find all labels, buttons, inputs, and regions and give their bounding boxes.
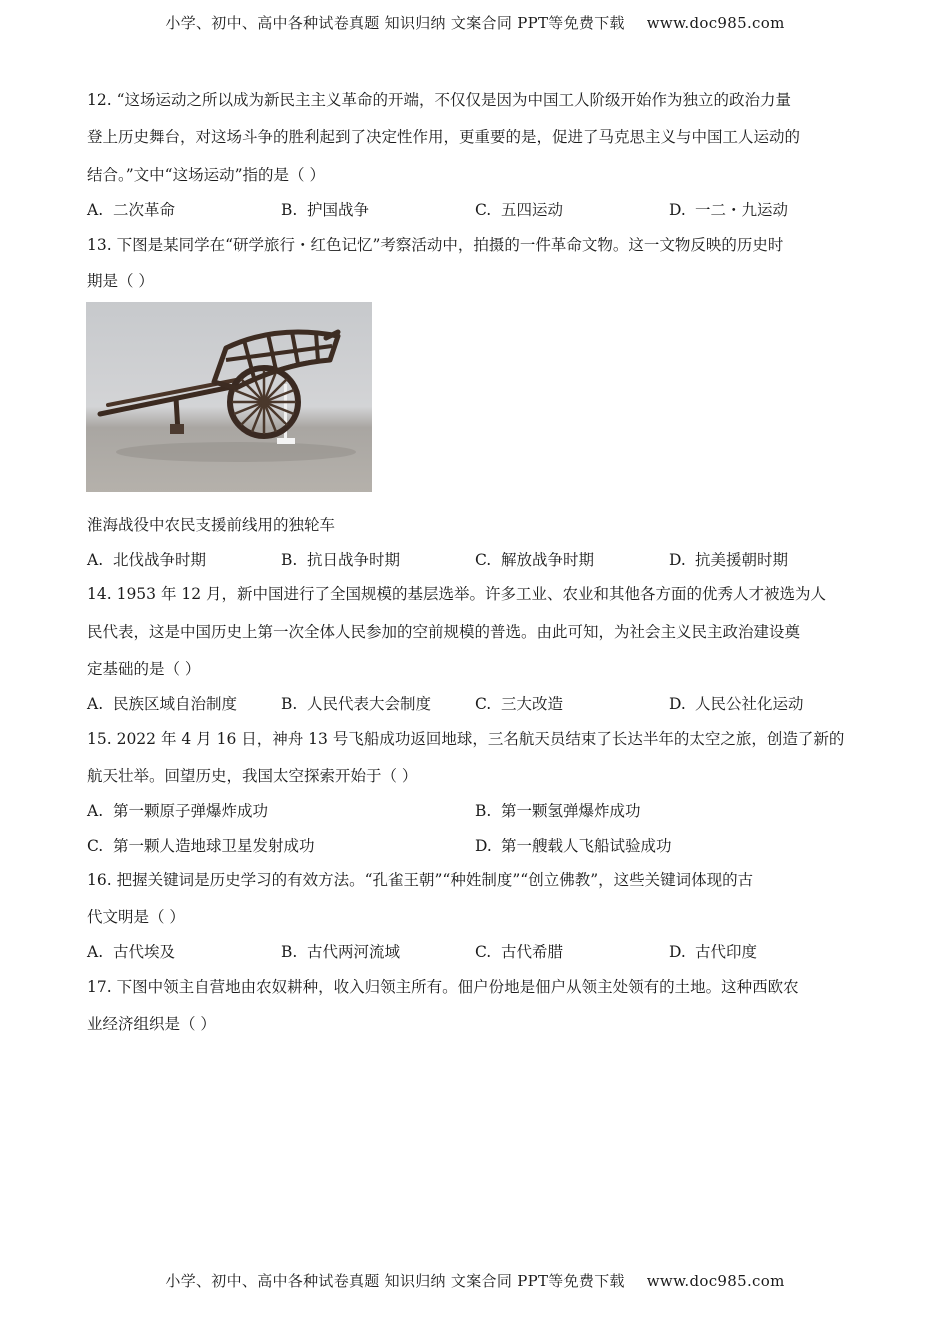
q12-option-b: [281, 200, 369, 220]
q15-option-a: [87, 801, 268, 821]
option-key: B.: [281, 551, 298, 569]
option-text: 古代埃及: [113, 943, 176, 961]
option-key: B.: [475, 802, 492, 820]
option-text: 五四运动: [501, 201, 564, 219]
q12-line-2: 登上历史舞台，对这场斗争的胜利起到了决定性作用，更重要的是，促进了马克思主义与中国工人运动的: [87, 128, 801, 146]
option-key: D.: [669, 695, 686, 713]
header-url[interactable]: www.doc985.com: [646, 14, 785, 32]
q14-line-1: 14. 1953 年 12 月，新中国进行了全国规模的基层选举。许多工业、农业和其他各方面的优秀人才被选为人: [87, 585, 827, 603]
q12-option-a: [87, 200, 175, 220]
q13-option-a: [87, 550, 206, 570]
q15-option-c: [87, 836, 315, 856]
page-header: [0, 12, 950, 33]
option-key: B.: [281, 201, 298, 219]
q16-option-b: [281, 942, 400, 962]
option-key: A.: [87, 695, 104, 713]
q13-line-2: 期是（ ）: [87, 272, 154, 290]
q12-line-1: 12. “这场运动之所以成为新民主主义革命的开端，不仅仅是因为中国工人阶级开始作为独立的政治力量: [87, 91, 792, 109]
option-text: 古代两河流域: [307, 943, 401, 961]
option-text: 第一艘载人飞船试验成功: [501, 837, 672, 855]
q14-line-2: 民代表，这是中国历史上第一次全体人民参加的空前规模的普选。由此可知，为社会主义民主政治建设奠: [87, 623, 801, 641]
footer-url[interactable]: www.doc985.com: [646, 1272, 785, 1290]
q16-option-c: [475, 942, 563, 962]
option-text: 一二・九运动: [695, 201, 789, 219]
q13-line-1: 13. 下图是某同学在“研学旅行・红色记忆”考察活动中，拍摄的一件革命文物。这一文物反映的历史时: [87, 236, 784, 254]
q14-option-d: [669, 694, 804, 714]
option-key: D.: [669, 551, 686, 569]
option-key: A.: [87, 802, 104, 820]
q15-option-b: [475, 801, 641, 821]
option-key: C.: [475, 551, 492, 569]
option-text: 解放战争时期: [501, 551, 595, 569]
option-key: D.: [669, 943, 686, 961]
option-text: 人民公社化运动: [695, 695, 804, 713]
option-text: 第一颗人造地球卫星发射成功: [113, 837, 315, 855]
option-text: 古代希腊: [501, 943, 564, 961]
option-text: 人民代表大会制度: [307, 695, 432, 713]
q12-option-c: [475, 200, 563, 220]
q16-option-a: [87, 942, 175, 962]
option-key: D.: [475, 837, 492, 855]
q13-option-c: [475, 550, 594, 570]
q16-line-2: 代文明是（ ）: [87, 908, 185, 926]
q17-line-2: 业经济组织是（ ）: [87, 1015, 216, 1033]
option-text: 民族区域自治制度: [113, 695, 238, 713]
q13-option-d: [669, 550, 788, 570]
q14-line-3: 定基础的是（ ）: [87, 660, 201, 678]
q17-line-1: 17. 下图中领主自营地由农奴耕种，收入归领主所有。佃户份地是佃户从领主处领有的土地。这种西欧农: [87, 978, 799, 996]
q12-line-3: 结合。”文中“这场运动”指的是（ ）: [87, 166, 325, 184]
option-text: 第一颗原子弹爆炸成功: [113, 802, 269, 820]
option-text: 抗美援朝时期: [695, 551, 789, 569]
option-key: A.: [87, 201, 104, 219]
footer-text: 小学、初中、高中各种试卷真题 知识归纳 文案合同 PPT等免费下载: [165, 1272, 625, 1290]
option-key: B.: [281, 695, 298, 713]
q16-line-1: 16. 把握关键词是历史学习的有效方法。“孔雀王朝”“种姓制度”“创立佛教”，这些关键词体现的古: [87, 871, 754, 889]
option-key: D.: [669, 201, 686, 219]
q16-option-d: [669, 942, 757, 962]
option-text: 三大改造: [501, 695, 564, 713]
option-key: C.: [475, 943, 492, 961]
option-text: 护国战争: [307, 201, 370, 219]
option-text: 北伐战争时期: [113, 551, 207, 569]
option-text: 二次革命: [113, 201, 176, 219]
option-key: A.: [87, 943, 104, 961]
q14-option-a: [87, 694, 237, 714]
q12-option-d: [669, 200, 788, 220]
wheelbarrow-illustration: [86, 302, 372, 492]
option-key: C.: [87, 837, 104, 855]
header-text: 小学、初中、高中各种试卷真题 知识归纳 文案合同 PPT等免费下载: [165, 14, 625, 32]
q14-option-c: [475, 694, 563, 714]
option-key: A.: [87, 551, 104, 569]
option-text: 古代印度: [695, 943, 758, 961]
q15-option-d: [475, 836, 672, 856]
option-text: 抗日战争时期: [307, 551, 401, 569]
q14-option-b: [281, 694, 431, 714]
q13-option-b: [281, 550, 400, 570]
option-key: C.: [475, 201, 492, 219]
q13-caption: 淮海战役中农民支援前线用的独轮车: [87, 516, 336, 534]
option-key: B.: [281, 943, 298, 961]
option-text: 第一颗氢弹爆炸成功: [501, 802, 641, 820]
wheelbarrow-photo: [86, 302, 372, 492]
q15-line-1: 15. 2022 年 4 月 16 日，神舟 13 号飞船成功返回地球，三名航天员结束了长达半年的太空之旅，创造了新的: [87, 730, 845, 748]
option-key: C.: [475, 695, 492, 713]
page-footer: [0, 1270, 950, 1291]
q15-line-2: 航天壮举。回望历史，我国太空探索开始于（ ）: [87, 767, 418, 785]
